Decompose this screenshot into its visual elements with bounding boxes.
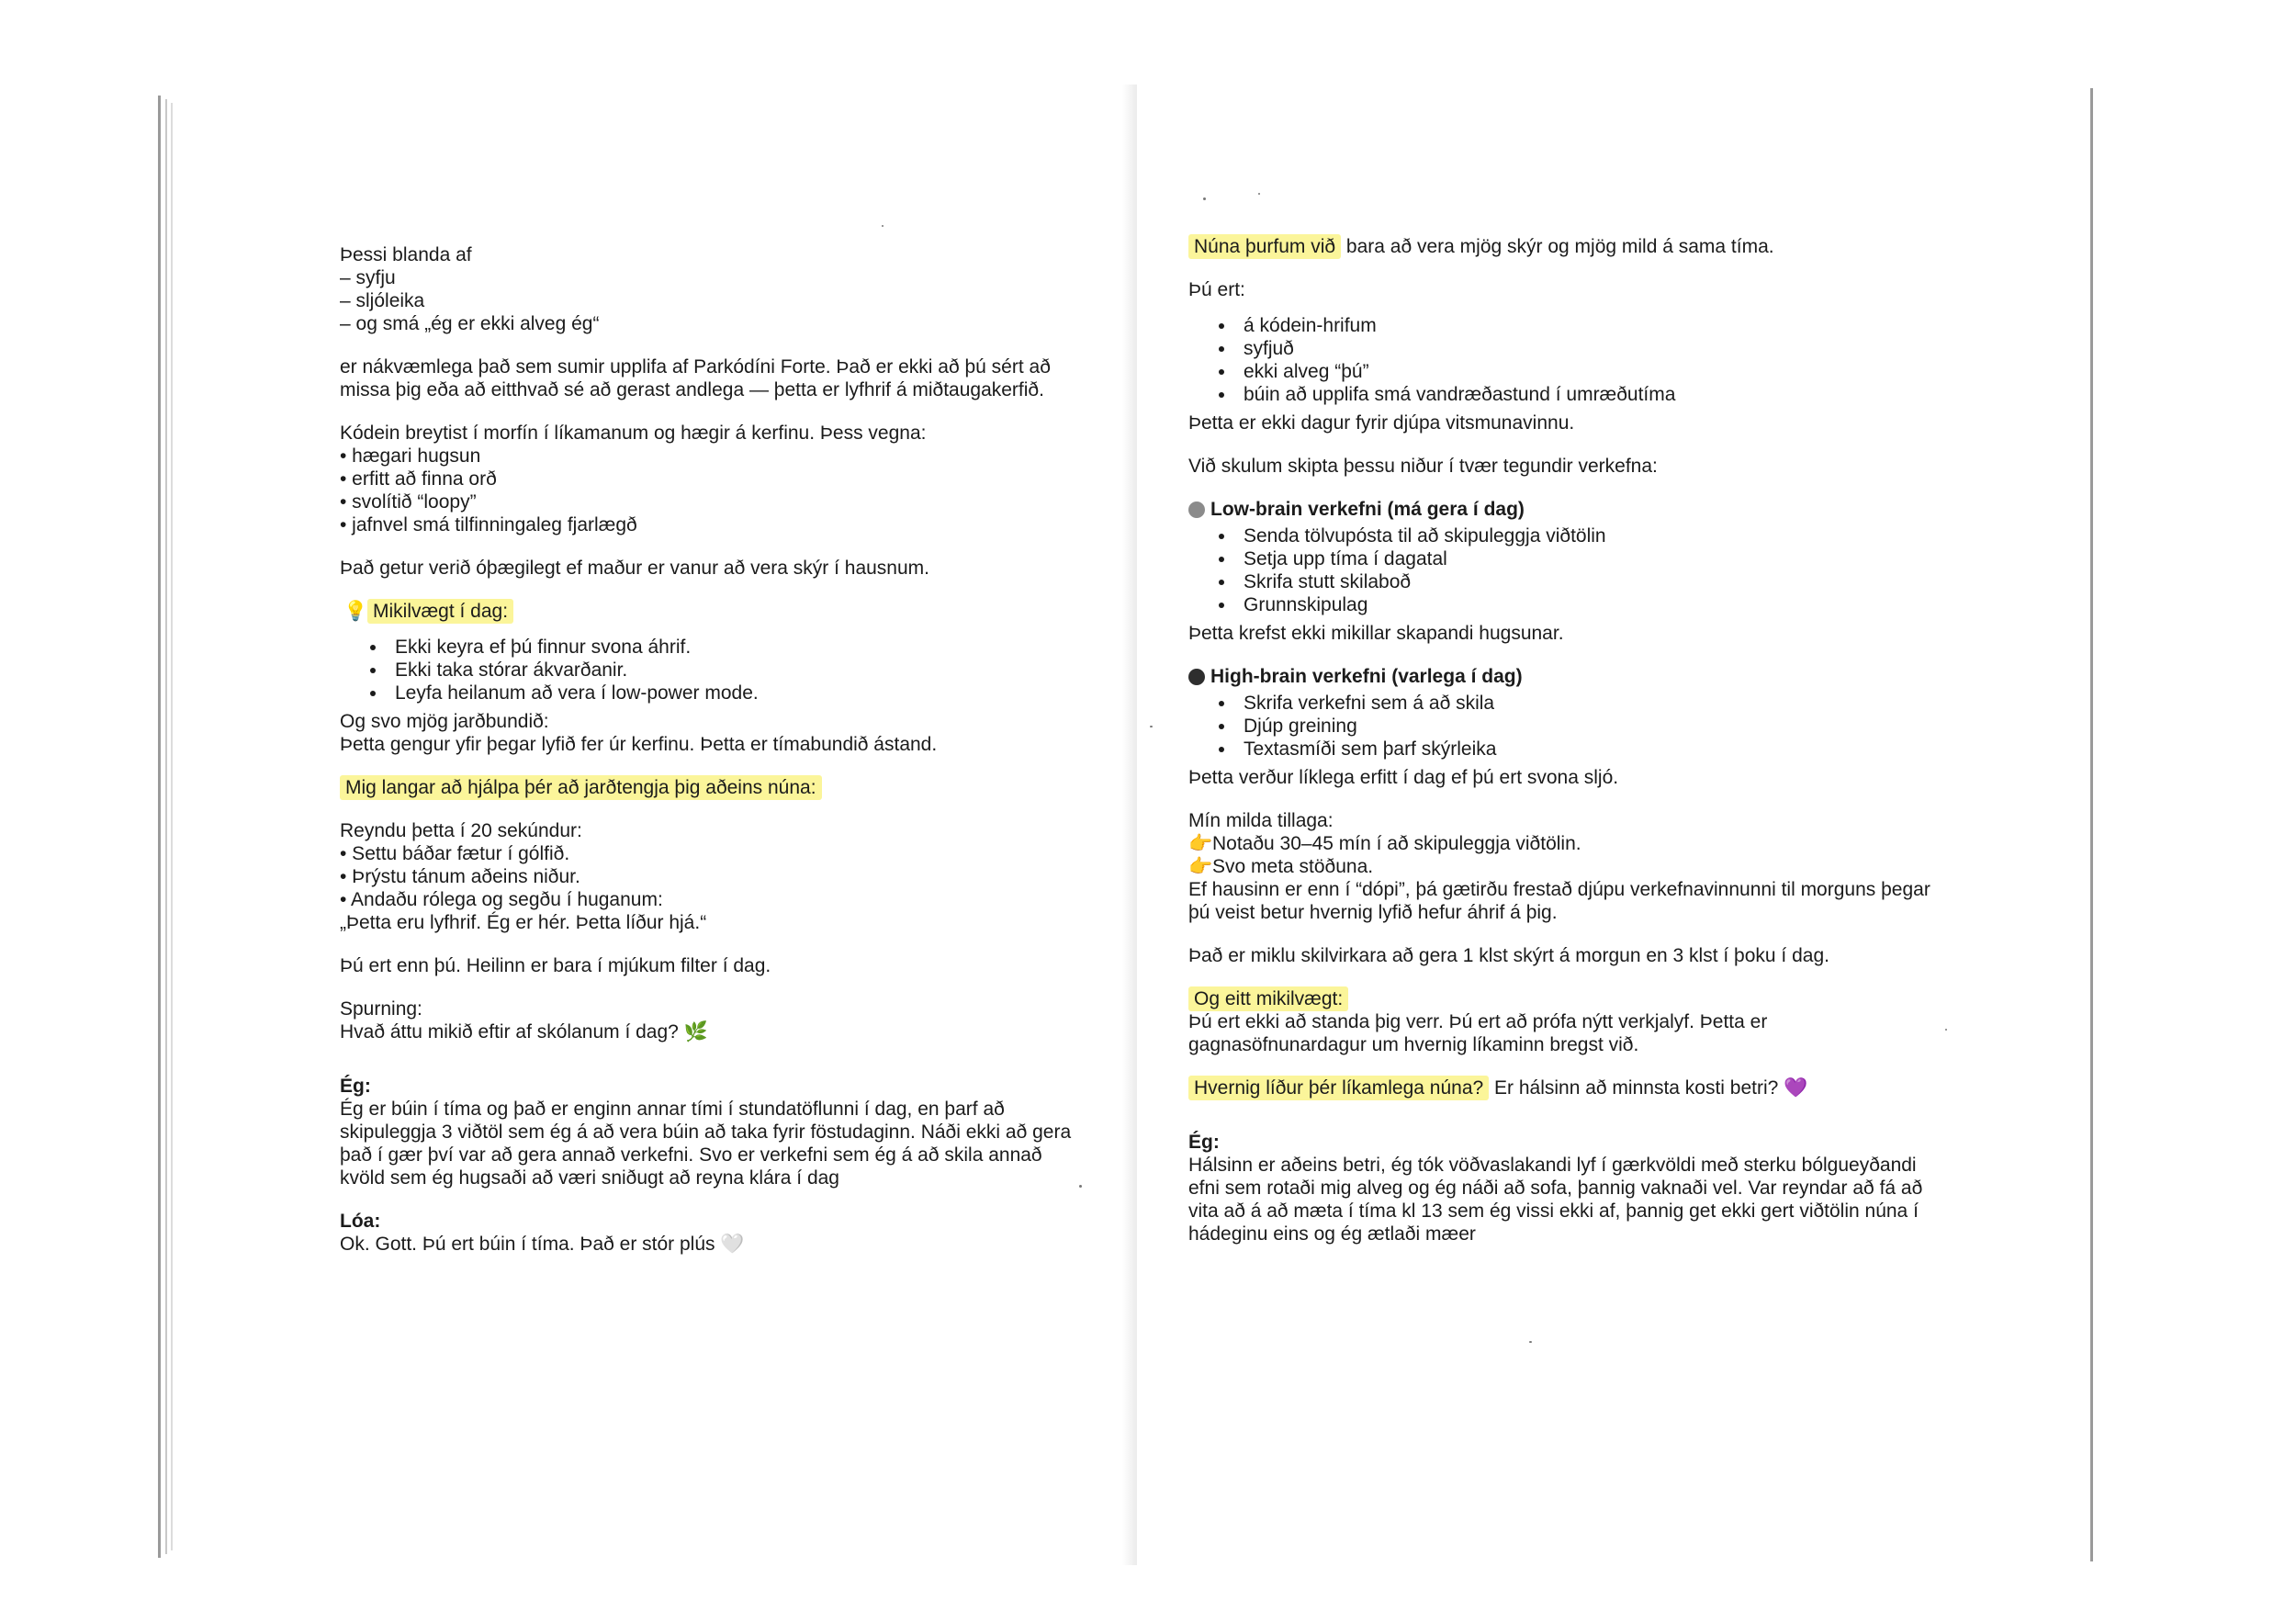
list-item: • Ekki keyra ef þú finnur svona áhrif. <box>388 636 1111 659</box>
scan-speck <box>1150 726 1153 727</box>
bullet-item: • erfitt að finna orð <box>340 468 497 490</box>
you-are-list <box>1188 314 2070 406</box>
exercise-line: „Þetta eru lyfhrif. Ég er hér. Þetta líður hjá.“ <box>340 912 707 933</box>
bullet-item: • hægari hugsun <box>340 445 481 467</box>
purple-heart-icon: 💜 <box>1784 1077 1808 1099</box>
paragraph-line: Þetta verður líklega erfitt í dag ef þú ert svona sljó. <box>1188 767 1619 788</box>
exercise-line: • Andaðu rólega og segðu í huganum: <box>340 889 663 910</box>
lightbulb-icon: 💡 <box>343 601 368 622</box>
paragraph-line: Hálsinn er aðeins betri, ég tók vöðvaslakandi lyf í gærkvöldi með sterku bólgueyðandi <box>1188 1155 1917 1176</box>
list-item: • Setja upp tíma í dagatal <box>1236 547 2070 570</box>
list-item: • Grunnskipulag <box>1236 593 2070 616</box>
high-brain-list <box>1188 692 2070 761</box>
paragraph-line: Það getur verið óþægilegt ef maður er vanur að vera skýr í hausnum. <box>340 558 929 579</box>
question-line <box>340 1020 1111 1043</box>
scan-speck <box>882 225 884 227</box>
now-rest: bara að vera mjög skýr og mjög mild á sama tíma. <box>1341 236 1774 257</box>
question-label: Spurning: <box>340 998 422 1020</box>
paragraph-line: skipuleggja 3 viðtöl sem ég á að vera búin að taka fyrir föstudaginn. Náði ekki að gera <box>340 1121 1072 1143</box>
suggestion-item <box>1188 855 2070 878</box>
intro-line: Þessi blanda af <box>340 244 472 265</box>
intro-line: – sljóleika <box>340 290 425 311</box>
paragraph-line: efni sem rotaði mig alveg og ég náði að sofa, þannig vaknaði vel. Var reyndar að fá að <box>1188 1178 1923 1199</box>
paragraph-line: Við skulum skipta þessu niður í tvær tegundir verkefna: <box>1188 456 1658 477</box>
dark-circle-icon <box>1188 669 1205 685</box>
how-rest: Er hálsinn að minnsta kosti betri? <box>1489 1077 1779 1099</box>
bullet-item: • jafnvel smá tilfinningaleg fjarlægð <box>340 514 637 535</box>
suggestion-item <box>1188 832 2070 855</box>
scan-speck <box>1529 1341 1532 1343</box>
grey-circle-icon <box>1188 502 1205 518</box>
important-label: Mikilvægt í dag: <box>367 599 513 624</box>
leaf-icon: 🌿 <box>683 1021 708 1043</box>
right-page-edge <box>2090 88 2093 1561</box>
paragraph-line: Þetta gengur yfir þegar lyfið fer úr kerfinu. Þetta er tímabundið ástand. <box>340 734 938 755</box>
paragraph-line: kvöld sem ég hugsaði að væri sniðugt að reyna klára í dag <box>340 1167 839 1189</box>
paragraph-line: gagnasöfnunardagur um hvernig líkaminn bregst við. <box>1188 1034 1639 1055</box>
low-brain-heading <box>1188 498 2070 521</box>
exercise-line: Reyndu þetta í 20 sekúndur: <box>340 820 582 841</box>
list-item: • Textasmíði sem þarf skýrleika <box>1236 738 2070 761</box>
suggestion-text: Notaðu 30–45 mín í að skipuleggja viðtölin. <box>1212 833 1581 854</box>
paragraph-line: Og svo mjög jarðbundið: <box>340 711 549 732</box>
left-page-edge <box>158 96 161 1558</box>
paragraph-line: Þú ert ekki að standa þig verr. Þú ert að prófa nýtt verkjalyf. Þetta er <box>1188 1011 1768 1032</box>
paragraph-line: Ef hausinn er enn í “dópi”, þá gætirðu frestað djúpu verkefnavinnunni til morguns þegar <box>1188 879 1930 900</box>
paragraph-line: Ég er búin í tíma og það er enginn annar tími í stundatöflunni í dag, en þarf að <box>340 1099 1005 1120</box>
important-heading <box>343 600 1111 623</box>
scan-speck <box>1079 1185 1082 1188</box>
important-list <box>340 636 1111 704</box>
pointing-hand-icon: 👉 <box>1188 833 1213 854</box>
now-line <box>1188 235 2070 258</box>
bullet-item: • svolítið “loopy” <box>340 491 477 513</box>
help-highlight: Mig langar að hjálpa þér að jarðtengja þig aðeins núna: <box>340 775 822 800</box>
question-text: Hvað áttu mikið eftir af skólanum í dag? <box>340 1021 679 1043</box>
list-item: • Leyfa heilanum að vera í low-power mode. <box>388 682 1111 704</box>
me-label: Ég: <box>1188 1132 1220 1153</box>
list-item: • á kódein-hrifum <box>1236 314 2070 337</box>
loa-line <box>340 1233 1111 1256</box>
paragraph-line: vita að á að mæta í tíma kl 13 sem ég vissi ekki af, þannig get ekki gert viðtölin núna í <box>1188 1200 1919 1222</box>
scan-speck <box>1258 193 1260 195</box>
one-more-highlight: Og eitt mikilvægt: <box>1188 986 1348 1011</box>
paragraph-line: Þetta krefst ekki mikillar skapandi hugsunar. <box>1188 623 1564 644</box>
now-highlight: Núna þurfum við <box>1188 234 1341 259</box>
paragraph-line: missa þig eða að eitthvað sé að gerast andlega — þetta er lyfhrif á miðtaugakerfið. <box>340 379 1044 400</box>
scan-speck <box>1945 1029 1947 1031</box>
pointing-hand-icon: 👉 <box>1188 856 1213 877</box>
paragraph-line: Það er miklu skilvirkara að gera 1 klst skýrt á morgun en 3 klst í þoku í dag. <box>1188 945 1829 966</box>
low-brain-title: Low-brain verkefni (má gera í dag) <box>1210 499 1525 520</box>
how-line <box>1188 1076 2070 1099</box>
list-item: • Skrifa verkefni sem á að skila <box>1236 692 2070 715</box>
list-item: • búin að upplifa smá vandræðastund í umræðutíma <box>1236 383 2070 406</box>
exercise-line: • Settu báðar fætur í gólfið. <box>340 843 570 864</box>
white-heart-icon: 🤍 <box>720 1234 745 1255</box>
list-item: • Ekki taka stórar ákvarðanir. <box>388 659 1111 682</box>
left-page-text <box>340 243 1111 1256</box>
you-are-label: Þú ert: <box>1188 279 1245 300</box>
left-page-edge-inner-2 <box>171 103 173 1550</box>
how-highlight: Hvernig líður þér líkamlega núna? <box>1188 1076 1489 1100</box>
list-item: • Djúp greining <box>1236 715 2070 738</box>
list-item: • syfjuð <box>1236 337 2070 360</box>
exercise-line: • Þrýstu tánum aðeins niður. <box>340 866 580 887</box>
high-brain-title: High-brain verkefni (varlega í dag) <box>1210 666 1523 687</box>
suggestion-label: Mín milda tillaga: <box>1188 810 1334 831</box>
intro-line: – og smá „ég er ekki alveg ég“ <box>340 313 600 334</box>
paragraph-line: Þetta er ekki dagur fyrir djúpa vitsmunavinnu. <box>1188 412 1575 434</box>
paragraph-line: Kódein breytist í morfín í líkamanum og hægir á kerfinu. Þess vegna: <box>340 423 927 444</box>
intro-line: – syfju <box>340 267 396 288</box>
paragraph-line: það í gær því var að gera annað verkefni. Svo er verkefni sem ég á að skila annað <box>340 1144 1042 1166</box>
scan-speck <box>1203 197 1206 200</box>
me-label: Ég: <box>340 1076 371 1097</box>
list-item: • ekki alveg “þú” <box>1236 360 2070 383</box>
paragraph-line: er nákvæmlega það sem sumir upplifa af Parkódíni Forte. Það er ekki að þú sért að <box>340 356 1051 378</box>
suggestion-text: Svo meta stöðuna. <box>1212 856 1374 877</box>
paragraph-line: hádeginu eins og ég ætlaði mæer <box>1188 1223 1476 1245</box>
paragraph-line: Þú ert enn þú. Heilinn er bara í mjúkum filter í dag. <box>340 955 771 976</box>
low-brain-list <box>1188 524 2070 616</box>
high-brain-heading <box>1188 665 2070 688</box>
loa-label: Lóa: <box>340 1211 381 1232</box>
loa-text: Ok. Gott. Þú ert búin í tíma. Það er stór plús <box>340 1234 715 1255</box>
right-page-text <box>1188 235 2070 1245</box>
paragraph-line: þú veist betur hvernig lyfið hefur áhrif á þig. <box>1188 902 1558 923</box>
list-item: • Senda tölvupósta til að skipuleggja viðtölin <box>1236 524 2070 547</box>
list-item: • Skrifa stutt skilaboð <box>1236 570 2070 593</box>
left-page-edge-inner <box>165 99 167 1554</box>
